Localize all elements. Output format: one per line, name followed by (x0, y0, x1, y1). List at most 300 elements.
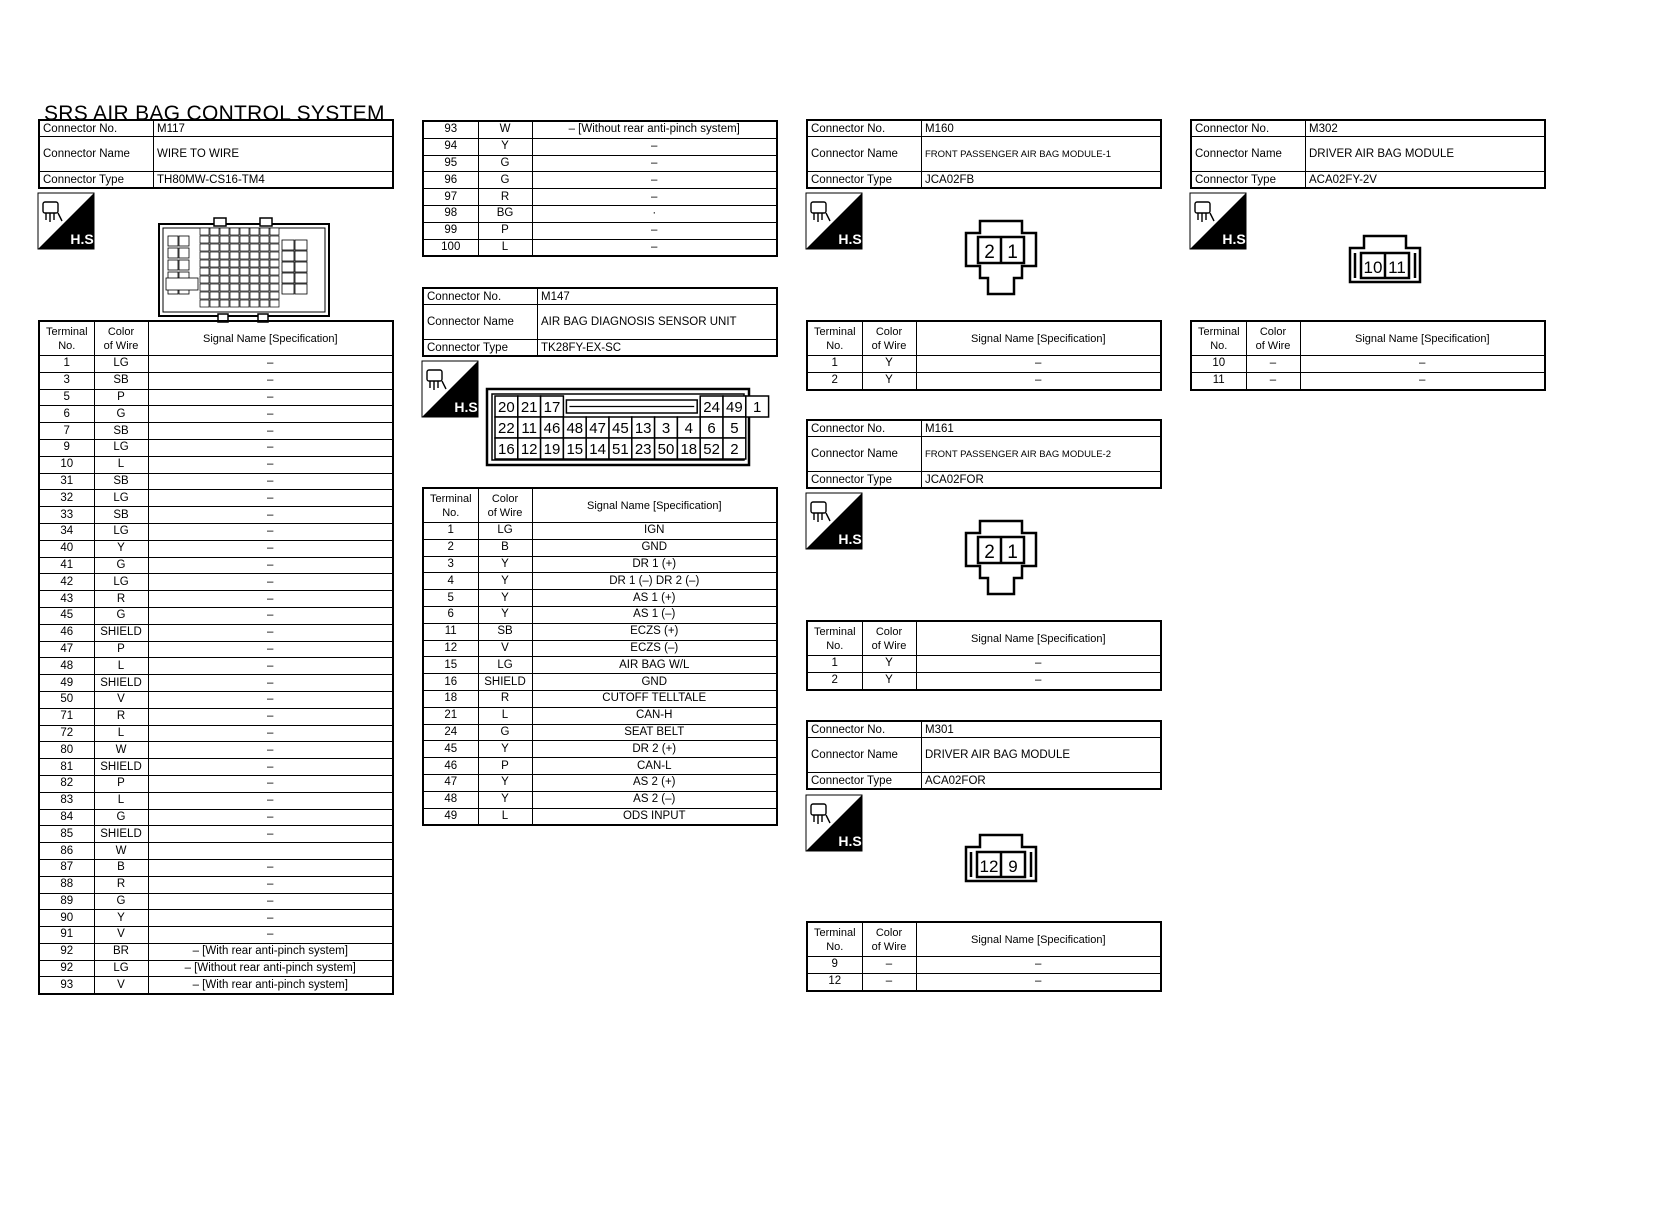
connector-pin: 24 (703, 399, 720, 416)
signal-name: – [Without rear anti-pinch system] (532, 121, 777, 138)
signal-name: – (148, 540, 393, 557)
terminal-no: 88 (39, 876, 94, 893)
terminal-no-header: Terminal No. (39, 321, 94, 356)
wire-color: SHIELD (94, 759, 148, 776)
signal-name: – (532, 138, 777, 155)
signal-name: – [Without rear anti-pinch system] (148, 960, 393, 977)
signal-name: – (148, 859, 393, 876)
signal-name: – (148, 557, 393, 574)
table-row (423, 189, 777, 206)
connector-name-value: FRONT PASSENGER AIR BAG MODULE-1 (922, 137, 1162, 172)
table-row (39, 356, 393, 373)
harness-side-icon (806, 493, 866, 549)
wire-color: – (1246, 356, 1300, 373)
signal-name: – (148, 792, 393, 809)
terminal-no: 86 (39, 843, 94, 860)
table-row (423, 640, 777, 657)
connector-pin: 10 (1363, 258, 1383, 277)
wire-color: L (478, 808, 532, 825)
wire-color: LG (94, 439, 148, 456)
harness-side-icon (806, 795, 866, 851)
harness-side-icon (38, 193, 98, 249)
terminal-no: 84 (39, 809, 94, 826)
wire-color: SB (94, 473, 148, 490)
terminal-no: 9 (39, 439, 94, 456)
signal-name: CUTOFF TELLTALE (532, 690, 777, 707)
wire-color: LG (94, 490, 148, 507)
wire-color: P (94, 641, 148, 658)
signal-name: – (1300, 372, 1545, 389)
connector-face-m117 (158, 218, 330, 331)
connector-type-label: Connector Type (807, 472, 922, 489)
wire-color: Y (478, 556, 532, 573)
wire-color: LG (94, 960, 148, 977)
table-row (423, 808, 777, 825)
table-row (423, 724, 777, 741)
wire-color: L (94, 456, 148, 473)
signal-name: – (148, 490, 393, 507)
connector-type-label: Connector Type (807, 773, 922, 790)
wire-color: BG (478, 205, 532, 222)
signal-name: – (532, 222, 777, 239)
connector-pin: 16 (498, 441, 515, 458)
signal-name: AS 1 (–) (532, 606, 777, 623)
terminal-no: 1 (423, 523, 478, 540)
terminal-no: 46 (423, 758, 478, 775)
table-row (39, 607, 393, 624)
wire-color: LG (478, 657, 532, 674)
signal-name: – (148, 574, 393, 591)
terminal-no: 2 (423, 539, 478, 556)
connector-no-label: Connector No. (39, 120, 154, 137)
wire-color-header: Color of Wire (94, 321, 148, 356)
wire-color: W (478, 121, 532, 138)
terminal-no: 50 (39, 691, 94, 708)
connector-pin: 1 (1007, 542, 1018, 563)
terminal-no: 82 (39, 775, 94, 792)
connector-info-m160 (806, 119, 1162, 189)
terminal-no-header: Terminal No. (807, 621, 862, 656)
table-row (39, 540, 393, 557)
wire-color: LG (94, 356, 148, 373)
table-row (39, 876, 393, 893)
table-row (423, 623, 777, 640)
signal-name: AS 1 (+) (532, 590, 777, 607)
hs-label: H.S. (838, 531, 866, 547)
wire-color: LG (94, 523, 148, 540)
table-row (39, 591, 393, 608)
wire-color: B (94, 859, 148, 876)
connector-name-value: FRONT PASSENGER AIR BAG MODULE-2 (922, 437, 1162, 472)
wire-color: P (478, 222, 532, 239)
connector-no-value: M161 (922, 420, 1162, 437)
connector-pin: 19 (543, 441, 561, 458)
terminal-no: 10 (1191, 356, 1246, 373)
signal-name: – (148, 759, 393, 776)
terminal-no: 100 (423, 239, 478, 256)
table-row (423, 539, 777, 556)
terminal-no: 2 (807, 672, 862, 689)
table-row (39, 826, 393, 843)
table-row (39, 725, 393, 742)
table-row (807, 656, 1161, 673)
hs-label: H.S. (838, 231, 866, 247)
wire-color: LG (94, 574, 148, 591)
signal-name: – (148, 356, 393, 373)
signal-name: – (148, 406, 393, 423)
terminal-no: 6 (39, 406, 94, 423)
pin-table-m160 (806, 320, 1162, 391)
table-row (423, 690, 777, 707)
connector-pin: 48 (566, 420, 584, 437)
terminal-no-header: Terminal No. (1191, 321, 1246, 356)
terminal-no: 5 (423, 590, 478, 607)
terminal-no: 41 (39, 557, 94, 574)
table-row (39, 574, 393, 591)
wire-color: – (1246, 372, 1300, 389)
wire-color: R (94, 708, 148, 725)
table-row (423, 590, 777, 607)
connector-pin: 13 (634, 420, 652, 437)
wire-color: V (94, 691, 148, 708)
signal-name: – (532, 155, 777, 172)
connector-type-label: Connector Type (423, 340, 538, 357)
terminal-no: 3 (39, 372, 94, 389)
terminal-no: 97 (423, 189, 478, 206)
pin-table-m161 (806, 620, 1162, 691)
signal-name: – (1300, 356, 1545, 373)
signal-name: AS 2 (–) (532, 791, 777, 808)
connector-type-value: TK28FY-EX-SC (538, 340, 778, 357)
table-row (423, 556, 777, 573)
wire-color: G (478, 172, 532, 189)
signal-name-header: Signal Name [Specification] (1300, 321, 1545, 356)
connector-no-label: Connector No. (807, 721, 922, 738)
pin-table-m302 (1190, 320, 1546, 391)
signal-name: – (148, 607, 393, 624)
signal-name (148, 843, 393, 860)
signal-name: – (148, 372, 393, 389)
connector-pin: 11 (1388, 258, 1406, 277)
table-row (807, 372, 1161, 389)
wire-color: P (478, 758, 532, 775)
table-row (39, 742, 393, 759)
hs-label: H.S. (454, 399, 482, 415)
table-row (423, 172, 777, 189)
wire-color: SHIELD (94, 675, 148, 692)
signal-name: – (148, 507, 393, 524)
signal-name: – (916, 957, 1161, 974)
connector-type-label: Connector Type (1191, 172, 1306, 189)
connector-info-m117 (38, 119, 394, 189)
table-header-row (807, 321, 1161, 356)
connector-pin: 46 (543, 420, 561, 437)
signal-name: – (148, 826, 393, 843)
wire-color: Y (862, 372, 916, 389)
table-row (423, 774, 777, 791)
terminal-no: 2 (807, 372, 862, 389)
terminal-no-header: Terminal No. (807, 321, 862, 356)
connector-no-value: M301 (922, 721, 1162, 738)
connector-name-label: Connector Name (807, 137, 922, 172)
connector-info-m147 (422, 287, 778, 357)
terminal-no: 9 (807, 957, 862, 974)
connector-pin: 12 (520, 441, 538, 458)
table-row (39, 507, 393, 524)
terminal-no: 49 (423, 808, 478, 825)
wire-color: – (862, 973, 916, 990)
terminal-no: 94 (423, 138, 478, 155)
table-row (423, 222, 777, 239)
table-row (39, 675, 393, 692)
table-row (39, 759, 393, 776)
wire-color: Y (478, 774, 532, 791)
pin-table-m301 (806, 921, 1162, 992)
page-title: SRS AIR BAG CONTROL SYSTEM (44, 102, 385, 125)
connector-type-value: TH80MW-CS16-TM4 (154, 172, 394, 189)
wire-color: Y (478, 590, 532, 607)
signal-name: ECZS (+) (532, 623, 777, 640)
table-row (423, 523, 777, 540)
table-row (39, 775, 393, 792)
signal-name: – (916, 672, 1161, 689)
terminal-no: 93 (423, 121, 478, 138)
signal-name-header: Signal Name [Specification] (916, 621, 1161, 656)
table-row (1191, 356, 1545, 373)
connector-pin: 51 (612, 441, 629, 458)
table-row (423, 758, 777, 775)
table-row (39, 473, 393, 490)
wire-color: Y (478, 741, 532, 758)
table-row (39, 977, 393, 994)
table-row (39, 389, 393, 406)
connector-no-label: Connector No. (807, 120, 922, 137)
signal-name: ODS INPUT (532, 808, 777, 825)
wire-color-header: Color of Wire (862, 621, 916, 656)
signal-name: – (148, 439, 393, 456)
terminal-no: 92 (39, 960, 94, 977)
signal-name: – [With rear anti-pinch system] (148, 943, 393, 960)
connector-no-value: M147 (538, 288, 778, 305)
connector-name-label: Connector Name (39, 137, 154, 172)
table-row (39, 406, 393, 423)
terminal-no: 11 (423, 623, 478, 640)
wire-color: SHIELD (94, 826, 148, 843)
signal-name: – (148, 641, 393, 658)
connector-type-label: Connector Type (39, 172, 154, 189)
wire-color: SB (94, 423, 148, 440)
table-row (807, 356, 1161, 373)
terminal-no: 47 (39, 641, 94, 658)
connector-pin: 14 (589, 441, 606, 458)
signal-name: – (148, 876, 393, 893)
wire-color: – (862, 957, 916, 974)
signal-name: – (916, 656, 1161, 673)
terminal-no: 3 (423, 556, 478, 573)
terminal-no: 48 (423, 791, 478, 808)
terminal-no: 12 (423, 640, 478, 657)
terminal-no: 72 (39, 725, 94, 742)
terminal-no: 31 (39, 473, 94, 490)
terminal-no: 1 (807, 356, 862, 373)
connector-face-m302 (1348, 233, 1428, 292)
connector-no-label: Connector No. (423, 288, 538, 305)
table-header-row (39, 321, 393, 356)
terminal-no: 90 (39, 910, 94, 927)
signal-name: · (532, 205, 777, 222)
harness-side-icon (422, 361, 482, 417)
table-row (423, 674, 777, 691)
harness-side-icon (1190, 193, 1250, 249)
connector-pin: 11 (521, 420, 537, 437)
terminal-no-header: Terminal No. (423, 488, 478, 523)
table-row (39, 658, 393, 675)
connector-info-m161 (806, 419, 1162, 489)
table-row (39, 523, 393, 540)
table-row (39, 557, 393, 574)
connector-pin: 15 (566, 441, 584, 458)
table-row (39, 859, 393, 876)
signal-name: – (916, 973, 1161, 990)
connector-no-value: M117 (154, 120, 394, 137)
terminal-no: 32 (39, 490, 94, 507)
connector-pin: 20 (498, 399, 515, 416)
table-row (423, 155, 777, 172)
table-row (39, 439, 393, 456)
connector-face-m147 (486, 388, 762, 473)
signal-name: – (148, 624, 393, 641)
wire-color: G (94, 809, 148, 826)
terminal-no: 1 (807, 656, 862, 673)
connector-info-m302 (1190, 119, 1546, 189)
wire-color: G (94, 557, 148, 574)
connector-pin: 9 (1008, 857, 1018, 876)
wire-color: V (478, 640, 532, 657)
wire-color: Y (862, 356, 916, 373)
wire-color: W (94, 742, 148, 759)
terminal-no: 7 (39, 423, 94, 440)
signal-name: – (148, 473, 393, 490)
connector-pin: 6 (707, 420, 716, 437)
wire-color: SB (478, 623, 532, 640)
wire-color: L (478, 239, 532, 256)
signal-name: GND (532, 539, 777, 556)
connector-type-value: JCA02FB (922, 172, 1162, 189)
connector-face-m161 (964, 518, 1044, 605)
table-row (807, 973, 1161, 990)
connector-pin: 2 (730, 441, 739, 458)
signal-name: – (148, 893, 393, 910)
signal-name: – (148, 775, 393, 792)
signal-name: AS 2 (+) (532, 774, 777, 791)
connector-name-label: Connector Name (1191, 137, 1306, 172)
terminal-no: 18 (423, 690, 478, 707)
connector-pin: 2 (984, 542, 995, 563)
connector-no-value: M160 (922, 120, 1162, 137)
connector-type-value: JCA02FOR (922, 472, 1162, 489)
table-row (39, 372, 393, 389)
connector-pin: 45 (612, 420, 629, 437)
signal-name: – (148, 725, 393, 742)
connector-pin: 52 (703, 441, 720, 458)
table-row (39, 927, 393, 944)
terminal-no: 1 (39, 356, 94, 373)
wire-color: R (94, 591, 148, 608)
table-row (1191, 372, 1545, 389)
terminal-no: 95 (423, 155, 478, 172)
table-row (39, 641, 393, 658)
signal-name: DR 1 (+) (532, 556, 777, 573)
table-row (423, 573, 777, 590)
connector-pin: 21 (520, 399, 538, 416)
connector-type-label: Connector Type (807, 172, 922, 189)
wire-color: V (94, 977, 148, 994)
wire-color: G (94, 607, 148, 624)
wire-color: SB (94, 372, 148, 389)
wire-color: R (478, 690, 532, 707)
connector-pin: 4 (684, 420, 693, 437)
signal-name: – (148, 675, 393, 692)
wire-color: R (478, 189, 532, 206)
signal-name: – (532, 239, 777, 256)
signal-name: – (916, 356, 1161, 373)
table-row (39, 624, 393, 641)
table-row (423, 239, 777, 256)
signal-name: DR 1 (–) DR 2 (–) (532, 573, 777, 590)
signal-name: – (532, 172, 777, 189)
terminal-no: 91 (39, 927, 94, 944)
hs-label: H.S. (70, 231, 98, 247)
wire-color: P (94, 389, 148, 406)
table-row (39, 490, 393, 507)
wire-color: R (94, 876, 148, 893)
table-row (423, 138, 777, 155)
signal-name: – (916, 372, 1161, 389)
terminal-no: 10 (39, 456, 94, 473)
table-header-row (807, 621, 1161, 656)
harness-side-icon (806, 193, 866, 249)
table-row (807, 957, 1161, 974)
wire-color: SHIELD (478, 674, 532, 691)
table-row (423, 741, 777, 758)
table-row (807, 672, 1161, 689)
terminal-no: 24 (423, 724, 478, 741)
signal-name-header: Signal Name [Specification] (532, 488, 777, 523)
terminal-no: 89 (39, 893, 94, 910)
wire-color-header: Color of Wire (862, 321, 916, 356)
pin-table-m147 (422, 487, 778, 826)
wire-color-header: Color of Wire (862, 922, 916, 957)
terminal-no: 5 (39, 389, 94, 406)
terminal-no: 40 (39, 540, 94, 557)
signal-name: – (148, 389, 393, 406)
terminal-no: 6 (423, 606, 478, 623)
signal-name-header: Signal Name [Specification] (148, 321, 393, 356)
table-row (39, 792, 393, 809)
wire-color: L (94, 792, 148, 809)
signal-name: CAN-H (532, 707, 777, 724)
signal-name: GND (532, 674, 777, 691)
signal-name: – (148, 742, 393, 759)
wire-color: V (94, 927, 148, 944)
connector-pin: 22 (498, 420, 515, 437)
connector-pin: 2 (984, 242, 995, 263)
wire-color: Y (478, 606, 532, 623)
wire-color: Y (478, 573, 532, 590)
wire-color: G (94, 406, 148, 423)
connector-name-value: DRIVER AIR BAG MODULE (1306, 137, 1546, 172)
signal-name: SEAT BELT (532, 724, 777, 741)
